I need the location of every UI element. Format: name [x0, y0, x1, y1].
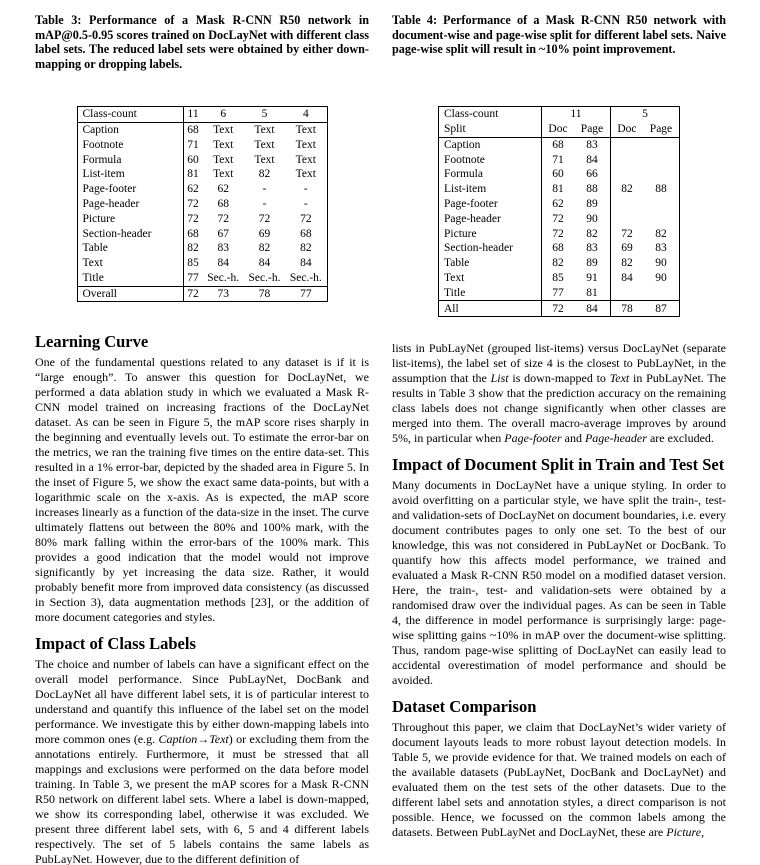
column-header: 4 [285, 107, 327, 123]
row-label: Footnote [444, 153, 485, 166]
cell-value: 90 [655, 272, 667, 285]
column-header: Class-count [444, 108, 499, 121]
table4-all-row [439, 301, 680, 317]
paragraph-impact-of-class-labels: The choice and number of labels can have a significant effect on the overall model performance. Since PubLayNet, DocBank and DocLayNet all have different label sets, it is of particular interest to understand and quantify this influence of the label set on the model performance. We investigate this by either down-mapping labels into more common ones (e.g. Caption→Text) or excluding them from the annotations entirely. Furthermore, it must be stressed that all mappings and exclusions were performed on the data before model training. In Table 3, we present the mAP scores for a Mask R-CNN R50 network on different label sets. Where a label is down-mapped, we show its corresponding label, otherwise it was excluded. We present three different label sets, with 6, 5 and 4 different labels respectively. The set of 5 labels contains the same labels as PubLayNet. However, due to the different definition of [35, 657, 370, 865]
cell-value: 60 [542, 167, 574, 182]
row-label: Table [444, 257, 470, 270]
cell-value: 72 [183, 197, 203, 212]
cell-value: - [262, 198, 267, 211]
table-row [77, 182, 327, 197]
cell-value: 82 [542, 256, 574, 271]
table-row [77, 167, 327, 182]
cell-value: 89 [586, 257, 598, 270]
column-group-header: 11 [542, 107, 611, 122]
cell-value: - [262, 183, 267, 196]
cell-value: 82 [300, 242, 312, 255]
cell-value: 81 [542, 182, 574, 197]
row-label: Page-header [444, 212, 501, 225]
right-column [392, 13, 726, 865]
cell-value: Text [213, 124, 234, 137]
cell-value: 90 [655, 257, 667, 270]
cell-value: 72 [217, 212, 229, 225]
cell-value: - [303, 183, 308, 196]
column-group-header: 5 [610, 107, 679, 122]
cell-value: Sec.-h. [289, 272, 322, 285]
cell-value: 84 [586, 153, 598, 166]
table-row [439, 241, 680, 256]
cell-value: 82 [586, 227, 598, 240]
cell-value: 85 [183, 256, 203, 271]
table-row [439, 271, 680, 286]
table3-header-row [77, 107, 327, 123]
table-row [77, 122, 327, 137]
heading-learning-curve: Learning Curve [35, 332, 149, 351]
cell-value: 72 [542, 212, 574, 227]
cell-value: 72 [300, 212, 312, 225]
cell-value: 72 [542, 301, 574, 317]
cell-value: 88 [655, 183, 667, 196]
cell-value: 72 [542, 226, 574, 241]
table-row [77, 226, 327, 241]
cell-value: 88 [586, 183, 598, 196]
cell-value [610, 212, 642, 227]
column-header: Doc [610, 122, 642, 137]
cell-value: 83 [655, 242, 667, 255]
cell-value: Sec.-h. [207, 272, 240, 285]
table-row [77, 197, 327, 212]
cell-value [610, 167, 642, 182]
row-label: Section-header [82, 227, 152, 240]
cell-value: 90 [586, 212, 598, 225]
cell-value: 82 [610, 182, 642, 197]
cell-value: Sec.-h. [248, 272, 281, 285]
heading-dataset-comparison: Dataset Comparison [392, 697, 537, 716]
column-header: Class-count [77, 107, 183, 123]
cell-value: 77 [183, 271, 203, 286]
row-label: Text [82, 257, 103, 270]
row-label: Title [82, 272, 104, 285]
cell-value: 81 [183, 167, 203, 182]
cell-value: 72 [183, 212, 203, 227]
cell-value: 71 [542, 152, 574, 167]
table-row [77, 271, 327, 286]
table3-caption: Table 3: Performance of a Mask R-CNN R50 network in mAP@0.5-0.95 scores trained on DocLayNet with different class label sets. The reduced label sets were obtained by either down-mapping or dropping labels. [35, 13, 369, 71]
cell-value: 87 [643, 301, 680, 317]
table-4 [438, 106, 680, 317]
cell-value: 71 [183, 138, 203, 153]
heading-impact-of-document-split: Impact of Document Split in Train and Test Set [392, 455, 725, 474]
column-header: Page [574, 122, 611, 137]
cell-value: 68 [542, 241, 574, 256]
cell-value: 72 [183, 286, 203, 302]
cell-value: 81 [586, 286, 598, 299]
row-label: Section-header [444, 242, 513, 255]
cell-value: 85 [542, 271, 574, 286]
cell-value: 69 [258, 227, 271, 240]
cell-value [610, 286, 642, 301]
column-header: Doc [542, 122, 574, 137]
row-label: Footnote [82, 138, 124, 151]
table-row [77, 241, 327, 256]
cell-value: 78 [610, 301, 642, 317]
cell-value: Text [254, 124, 275, 137]
cell-value: 62 [183, 182, 203, 197]
cell-value [643, 137, 680, 152]
cell-value: 77 [285, 286, 327, 302]
heading-impact-of-class-labels: Impact of Class Labels [35, 634, 196, 653]
cell-value: Text [295, 168, 316, 181]
row-label: Formula [82, 153, 122, 166]
row-label: Picture [82, 212, 116, 225]
row-label: Table [82, 242, 108, 255]
row-label: Page-footer [444, 198, 498, 211]
cell-value: Text [254, 153, 275, 166]
column-header: 6 [203, 107, 244, 123]
cell-value: 77 [542, 286, 574, 301]
cell-value: 91 [586, 272, 598, 285]
cell-value: 89 [586, 198, 598, 211]
paragraph-learning-curve: One of the fundamental questions related to any dataset is if it is “large enough”. To answer this question for DocLayNet, we performed a data ablation study in which we evaluated a Mask R-CNN model trained on increasing fractions of the DocLayNet dataset. As can be seen in Figure 5, the mAP score rises sharply in the beginning and eventually levels out. To estimate the error-bar on the metrics, we ran the training five times on the entire data-set. This resulted in a 1% error-bar, depicted by the shaded area in Figure 5. In the inset of Figure 5, we show the exact same data-points, but with a logarithmic scale on the x-axis. As is expected, the mAP score increases linearly as a function of the data-size in the inset. The curve ultimately flattens out between the 80% and 100% mark, with the 80% mark falling within the error-bars of the 100% mark. This provides a good indication that the model would not improve significantly by yet increasing the data size. Rather, it would probably benefit more from improved data consistency (as discussed in Section 3), data augmentation methods [23], or the addition of more document categories and styles. [35, 355, 369, 624]
cell-value [643, 212, 680, 227]
cell-value: Text [295, 153, 316, 166]
table4-header-row-split [439, 122, 680, 137]
row-label: Caption [82, 124, 119, 137]
row-label: Text [444, 272, 465, 285]
table-row [439, 256, 680, 271]
cell-value: 78 [244, 286, 285, 302]
row-label: Caption [444, 138, 481, 151]
row-label: Page-header [82, 198, 140, 211]
cell-value: 83 [217, 242, 229, 255]
table4-header-row-groups [439, 107, 680, 122]
paragraph-class-labels-continuation: lists in PubLayNet (grouped list-items) versus DocLayNet (separate list-items), the label set of size 4 is the closest to PubLayNet, in the assumption that the List is down-mapped to Text in PubLayNet. The results in Table 3 show that the prediction accuracy on the remaining class labels does not change significantly when other classes are merged into them. The overall macro-average improves by around 5%, in particular when Page-footer and Page-header are excluded. [392, 341, 726, 445]
cell-value: 67 [217, 227, 229, 240]
cell-value: 69 [610, 241, 642, 256]
cell-value: 83 [586, 242, 598, 255]
row-label: Page-footer [82, 183, 137, 196]
table4-zone [392, 106, 726, 332]
cell-value [610, 152, 642, 167]
cell-value [643, 197, 680, 212]
cell-value: 82 [610, 256, 642, 271]
cell-value: Text [295, 124, 316, 137]
cell-value [643, 286, 680, 301]
column-header: 5 [244, 107, 285, 123]
cell-value: 84 [610, 271, 642, 286]
cell-value [610, 197, 642, 212]
row-label: List-item [82, 168, 125, 181]
cell-value [610, 137, 642, 152]
cell-value: 84 [258, 257, 271, 270]
cell-value: 72 [610, 226, 642, 241]
cell-value: 82 [183, 241, 203, 256]
column-header: 11 [183, 107, 203, 123]
table3-zone [35, 106, 369, 332]
cell-value: Text [213, 138, 234, 151]
row-label: Overall [77, 286, 183, 302]
cell-value [643, 167, 680, 182]
cell-value: 84 [574, 301, 611, 317]
cell-value: 68 [183, 226, 203, 241]
column-header: Page [643, 122, 680, 137]
cell-value: Text [254, 138, 275, 151]
table-row [439, 197, 680, 212]
cell-value: 84 [217, 257, 229, 270]
cell-value: 68 [217, 198, 229, 211]
table4-caption: Table 4: Performance of a Mask R-CNN R50 network with document-wise and page-wise split for different label sets. Naive page-wise split will result in ~10% point improvement. [392, 13, 726, 57]
table-row [439, 286, 680, 301]
left-column [35, 13, 369, 865]
cell-value: 62 [542, 197, 574, 212]
cell-value: 84 [300, 257, 312, 270]
cell-value: Text [213, 153, 234, 166]
table-row [439, 212, 680, 227]
row-label: All [439, 301, 542, 317]
table-row [439, 226, 680, 241]
cell-value: 82 [258, 242, 271, 255]
row-label: List-item [444, 183, 487, 196]
table3-overall-row [77, 286, 327, 302]
paragraph-impact-of-document-split: Many documents in DocLayNet have a unique styling. In order to avoid overfitting on a particular style, we have split the train-, test- and validation-sets of DocLayNet on document boundaries, i.e. every document contributes pages to only one set. To the best of our knowledge, this was not considered in PubLayNet or DocBank. To quantify how this affects model performance, we trained and evaluated a Mask R-CNN R50 model on a modified dataset version. Here, the train-, test- and validation-sets were obtained by a randomised draw over the individual pages. As can be seen in Table 4, the difference in model performance is surprisingly large: page-wise splitting gains ~10% in mAP over the document-wise splitting. Thus, random page-wise splitting of DocLayNet can easily lead to accidental overestimation of model performance and should be avoided. [392, 478, 726, 687]
table-row [439, 152, 680, 167]
cell-value: 66 [586, 168, 598, 181]
cell-value: - [303, 198, 308, 211]
table-3 [77, 106, 328, 302]
table-row [77, 212, 327, 227]
cell-value: 68 [300, 227, 312, 240]
row-label: Picture [444, 227, 477, 240]
table-row [439, 182, 680, 197]
cell-value: 68 [183, 122, 203, 137]
cell-value: Text [295, 138, 316, 151]
cell-value: 73 [203, 286, 244, 302]
table-row [439, 137, 680, 152]
cell-value: 62 [217, 183, 229, 196]
cell-value: Text [213, 168, 234, 181]
table-row [439, 167, 680, 182]
cell-value: 82 [655, 227, 667, 240]
cell-value: 68 [542, 137, 574, 152]
cell-value: 82 [258, 168, 271, 181]
row-label: Title [444, 286, 466, 299]
column-header: Split [439, 122, 542, 137]
cell-value: 83 [586, 138, 598, 151]
cell-value: 72 [258, 212, 271, 225]
table-row [77, 256, 327, 271]
table-row [77, 152, 327, 167]
cell-value [643, 152, 680, 167]
row-label: Formula [444, 168, 483, 181]
cell-value: 60 [183, 152, 203, 167]
paragraph-dataset-comparison: Throughout this paper, we claim that DocLayNet’s wider variety of document layouts leads to more robust layout detection models. In Table 5, we provide evidence for that. We trained models on each of the available datasets (PubLayNet, DocBank and DocLayNet) and evaluated them on the test sets of the other datasets. Due to the different label sets and annotation styles, a direct comparison is not possible. Hence, we focussed on the common labels among the datasets. Between PubLayNet and DocLayNet, these are Picture, [392, 720, 726, 839]
table-row [77, 138, 327, 153]
